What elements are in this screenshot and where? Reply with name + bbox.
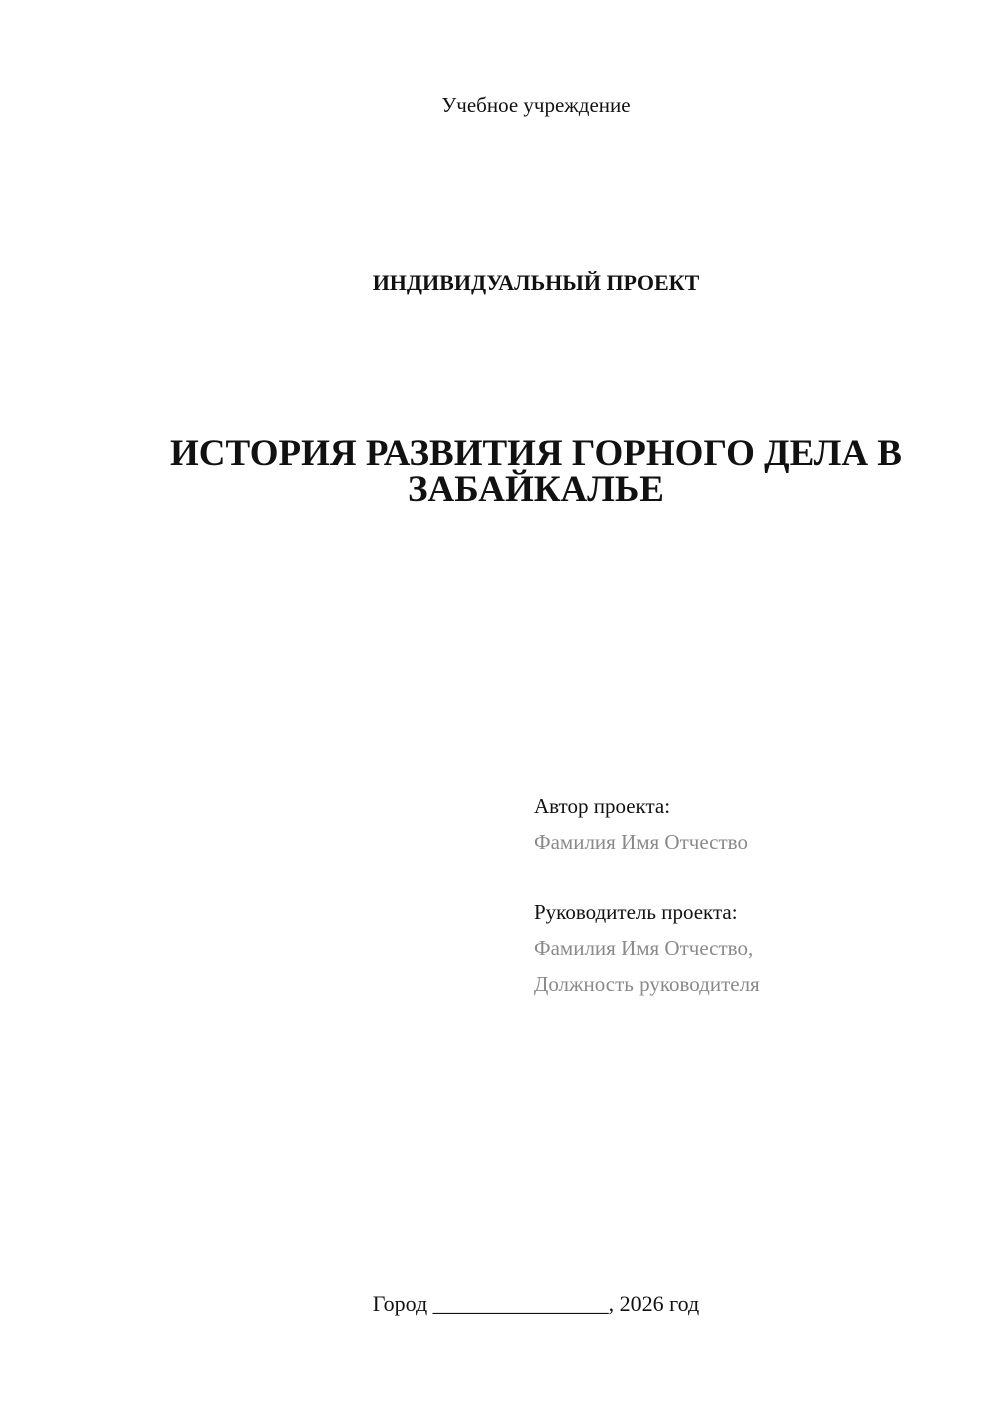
city-label: Город <box>372 1291 428 1316</box>
project-title <box>100 433 972 510</box>
city-blank: ________________ <box>432 1291 609 1316</box>
supervisor-name: Фамилия Имя Отчество, <box>534 936 754 960</box>
year-text: , 2026 год <box>608 1291 700 1316</box>
supervisor-position: Должность руководителя <box>534 972 760 996</box>
institution-name: Учебное учреждение <box>441 93 631 117</box>
author-name: Фамилия Имя Отчество <box>534 830 748 854</box>
project-title-line-2: ЗАБАЙКАЛЬЕ <box>408 469 664 510</box>
project-title-line-1: ИСТОРИЯ РАЗВИТИЯ ГОРНОГО ДЕЛА В <box>170 433 902 474</box>
document-type: ИНДИВИДУАЛЬНЫЙ ПРОЕКТ <box>372 270 700 295</box>
project-info-block <box>534 788 954 1002</box>
supervisor-label: Руководитель проекта: <box>534 900 738 924</box>
info-spacer <box>534 860 954 894</box>
city-year-line <box>0 1290 1000 1318</box>
author-label: Автор проекта: <box>534 794 671 818</box>
